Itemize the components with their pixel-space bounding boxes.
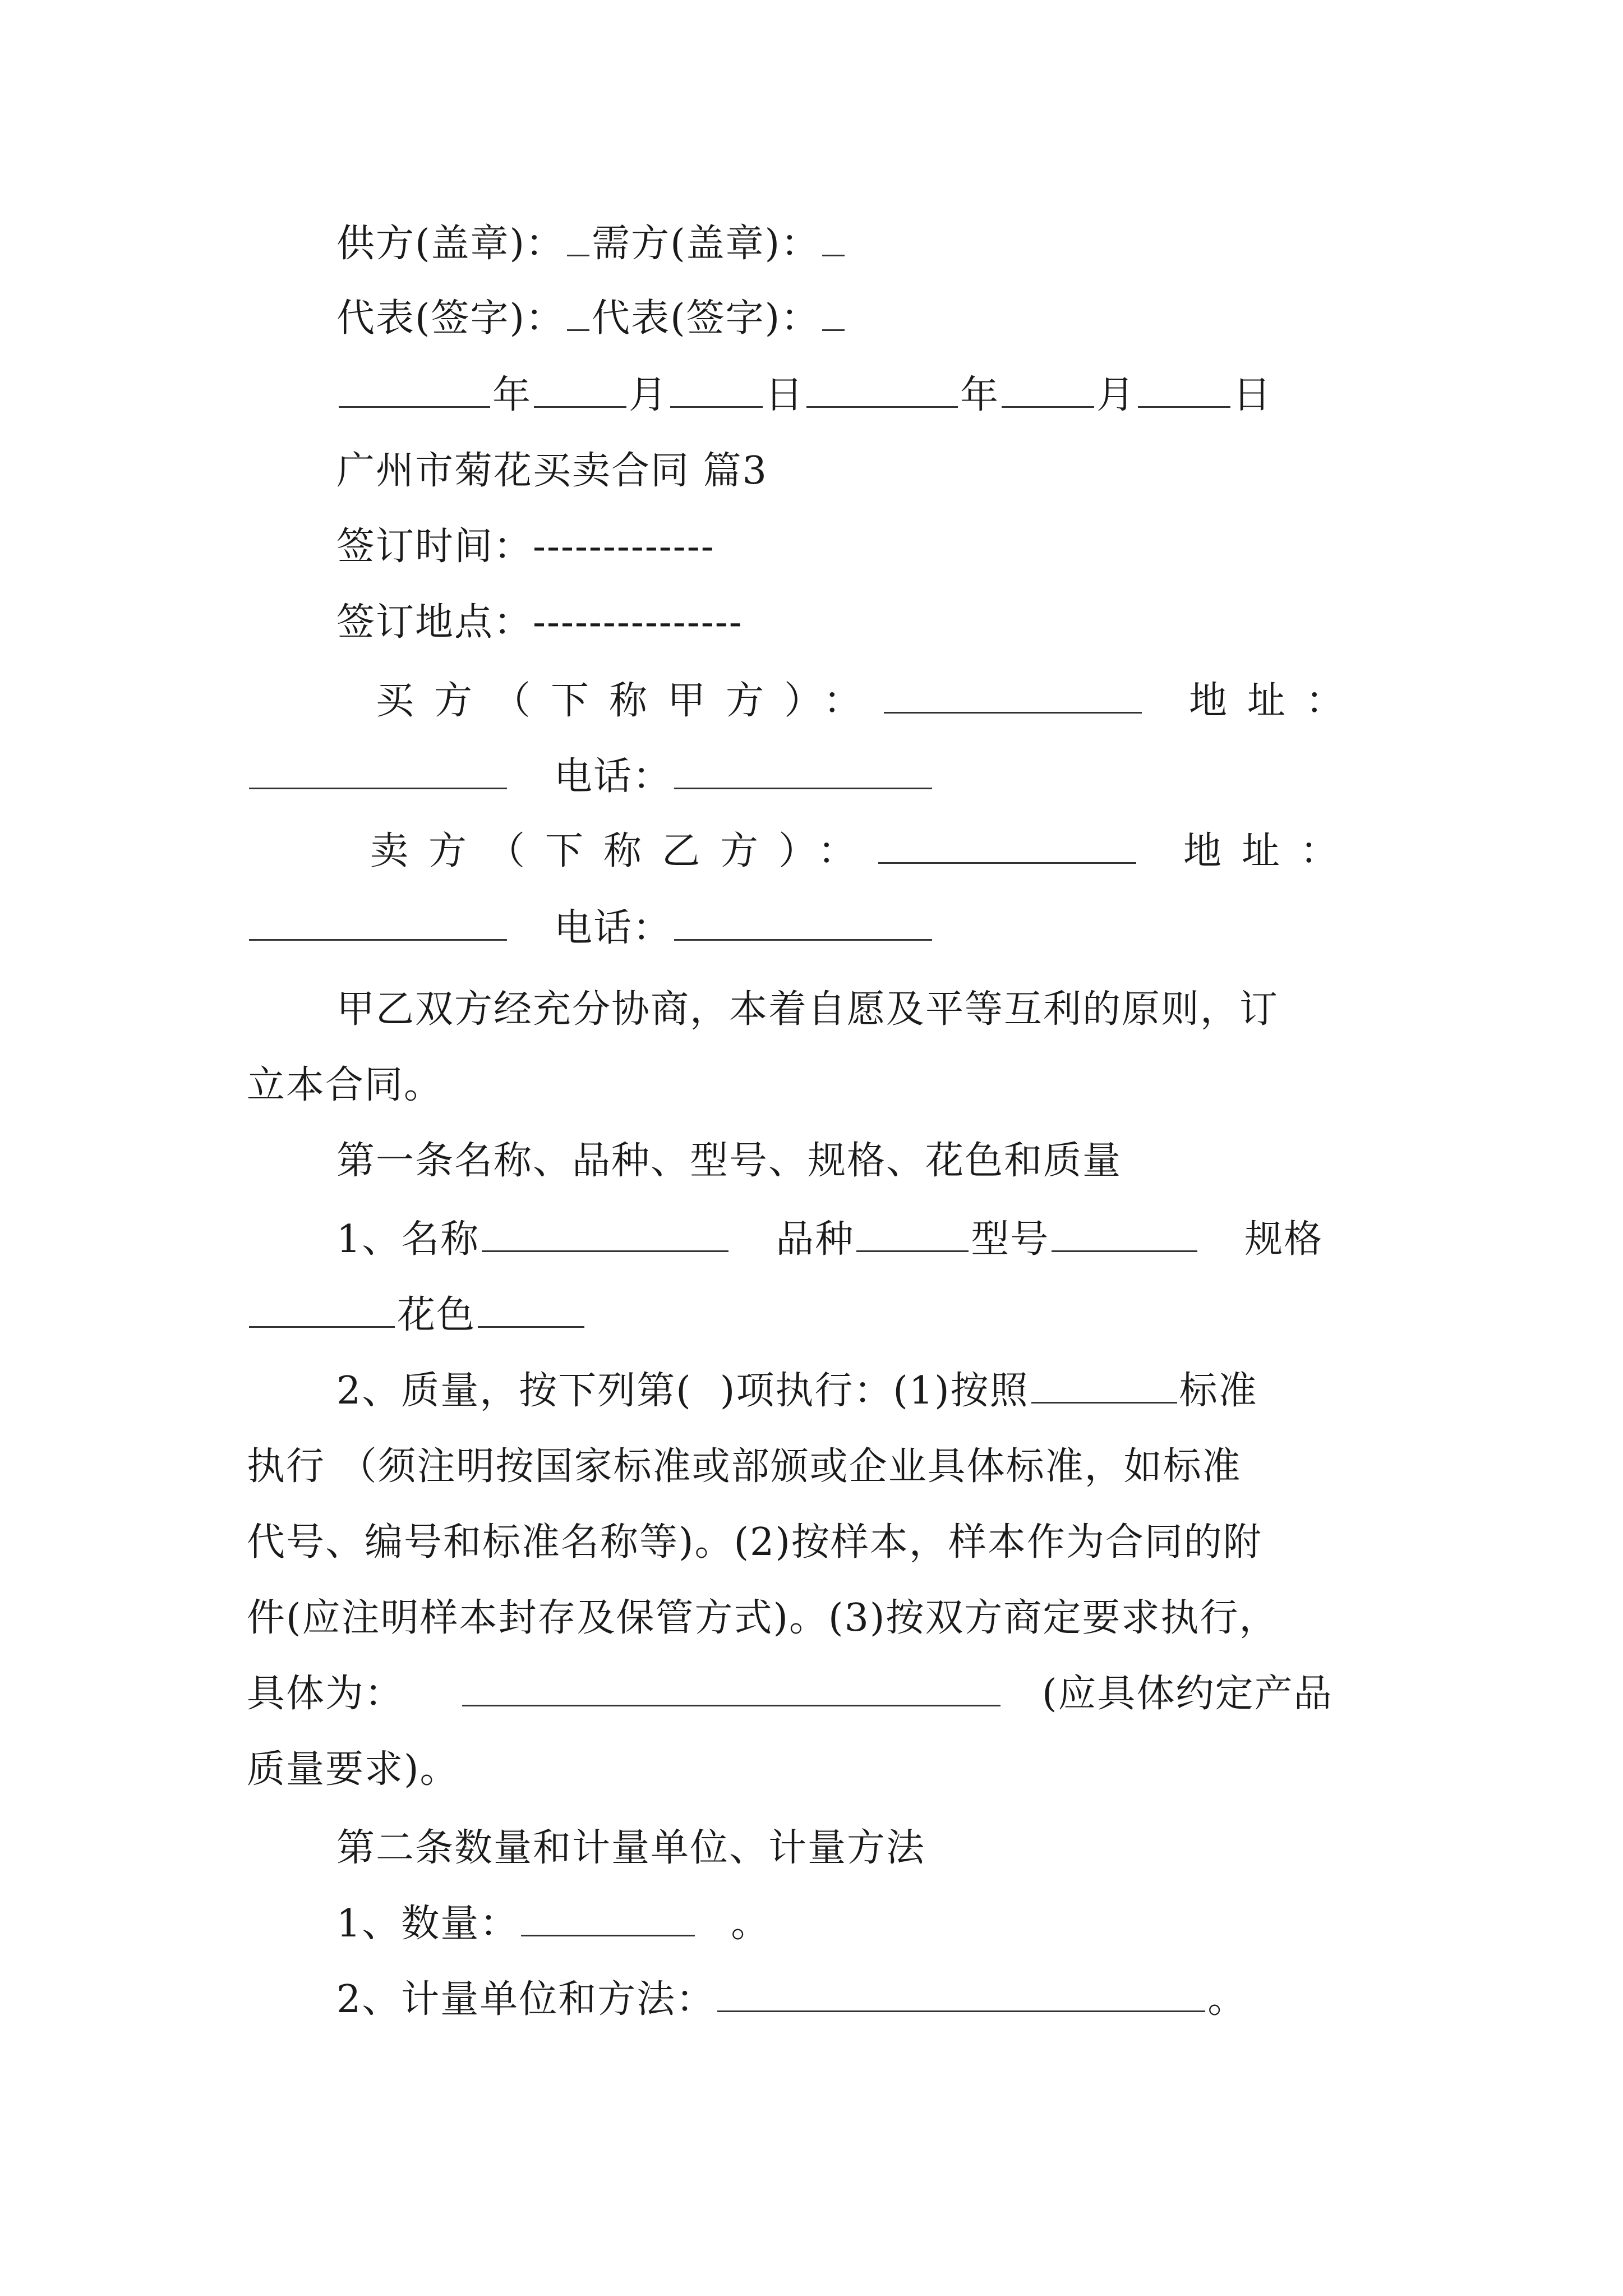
- supplier-seal-label: 供方(盖章)：: [336, 222, 565, 266]
- year-label-1: 年: [492, 373, 532, 417]
- buyer-phone-blank: [674, 748, 932, 789]
- quality-item-text-b: )项执行：(1)按照: [720, 1369, 1029, 1413]
- specific-blank: [462, 1665, 1000, 1706]
- buyer-phone-label: 电话：: [554, 754, 672, 799]
- sign-time-label: 签订时间：: [336, 524, 533, 569]
- supplier-seal-blank: [567, 215, 589, 256]
- article1-item2-line-5: [247, 1660, 1391, 1728]
- seller-address-label: 地址：: [1183, 829, 1359, 873]
- buyer-line-2: [247, 743, 1391, 811]
- name-blank: [482, 1211, 728, 1252]
- quality-item-text-a: 2、质量，按下列第(: [336, 1369, 692, 1413]
- year-label-2: 年: [960, 373, 1000, 417]
- seller-label: 卖方（下称乙方）：: [370, 829, 877, 873]
- seller-phone-label: 电话：: [554, 906, 672, 950]
- article1-item2-line-4: 件(应注明样本封存及保管方式)。(3)按双方商定要求执行，: [247, 1596, 1279, 1640]
- rep-sign-label-2: 代表(签字)：: [592, 296, 820, 341]
- month-blank-2: [1002, 367, 1094, 408]
- seller-name-blank: [878, 823, 1136, 864]
- article2-item1-line: [336, 1890, 1481, 1958]
- buyer-label: 买方（下称甲方）：: [376, 679, 882, 723]
- article1-item1-line-2: [247, 1282, 1391, 1349]
- quantity-end: 。: [731, 1902, 771, 1946]
- article1-item2-line-1: [336, 1358, 1481, 1425]
- model-label: 型号: [971, 1217, 1050, 1262]
- seller-line: [370, 818, 1385, 885]
- buyer-address-label: 地址：: [1189, 679, 1364, 723]
- buyer-seal-blank: [822, 215, 845, 256]
- article1-item2-line-6: 质量要求)。: [247, 1747, 459, 1792]
- month-blank-1: [534, 367, 626, 408]
- quantity-label: 1、数量：: [336, 1902, 519, 1946]
- color-label: 花色: [397, 1293, 476, 1337]
- seller-line-2: [247, 895, 1391, 962]
- sign-time-dashes: -------------: [533, 524, 715, 569]
- article2-heading: 第二条数量和计量单位、计量方法: [336, 1826, 926, 1870]
- representative-line: [336, 285, 1481, 352]
- rep-sign-label-1: 代表(签字)：: [336, 296, 565, 341]
- buyer-name-blank: [884, 673, 1142, 714]
- sign-time-line: [336, 513, 1481, 581]
- month-label-1: 月: [629, 373, 668, 417]
- year-blank-2: [806, 367, 958, 408]
- quantity-blank: [521, 1895, 695, 1936]
- sign-place-dashes: ---------------: [533, 600, 743, 645]
- variety-blank: [856, 1211, 969, 1252]
- measure-label: 2、计量单位和方法：: [336, 1977, 716, 2022]
- spec-label: 规格: [1244, 1217, 1324, 1262]
- color-blank: [478, 1287, 584, 1328]
- measure-blank: [717, 1971, 1205, 2012]
- spec-blank: [249, 1287, 395, 1328]
- month-label-2: 月: [1096, 373, 1136, 417]
- rep-sign-blank-1: [567, 290, 589, 331]
- variety-label: 品种: [776, 1217, 855, 1262]
- rep-sign-blank-2: [822, 290, 845, 331]
- model-blank: [1052, 1211, 1197, 1252]
- buyer-address-blank: [249, 748, 507, 789]
- buyer-seal-label: 需方(盖章)：: [592, 222, 820, 266]
- article1-item2-line-3: 代号、编号和标准名称等)。(2)按样本，样本作为合同的附: [247, 1520, 1262, 1565]
- article2-item2-line: [336, 1966, 1481, 2033]
- specific-note: (应具体约定产品: [1042, 1672, 1333, 1716]
- day-blank-1: [670, 367, 763, 408]
- seal-line: [336, 210, 1481, 278]
- date-line: [336, 362, 1481, 429]
- sign-place-line: [336, 589, 1481, 656]
- seller-address-blank: [249, 900, 507, 941]
- day-label-1: 日: [765, 373, 805, 417]
- name-label: 1、名称: [336, 1217, 480, 1262]
- sign-place-label: 签订地点：: [336, 600, 533, 645]
- measure-end: 。: [1207, 1977, 1247, 2022]
- intro-line-1: 甲乙双方经充分协商，本着自愿及平等互利的原则，订: [336, 987, 1279, 1032]
- day-blank-2: [1138, 367, 1230, 408]
- article1-item1-line: [336, 1206, 1481, 1273]
- standard-blank: [1031, 1363, 1177, 1404]
- article1-item2-line-2: 执行 （须注明按国家标准或部颁或企业具体标准，如标准: [247, 1444, 1242, 1489]
- buyer-line: [376, 668, 1385, 735]
- day-label-2: 日: [1233, 373, 1272, 417]
- article1-heading: 第一条名称、品种、型号、规格、花色和质量: [336, 1139, 1122, 1183]
- year-blank-1: [339, 367, 490, 408]
- contract-title: 广州市菊花买卖合同 篇3: [336, 449, 768, 493]
- seller-phone-blank: [674, 900, 932, 941]
- intro-line-2: 立本合同。: [247, 1063, 444, 1107]
- specific-label: 具体为：: [247, 1672, 404, 1716]
- quality-item-text-c: 标准: [1179, 1369, 1258, 1413]
